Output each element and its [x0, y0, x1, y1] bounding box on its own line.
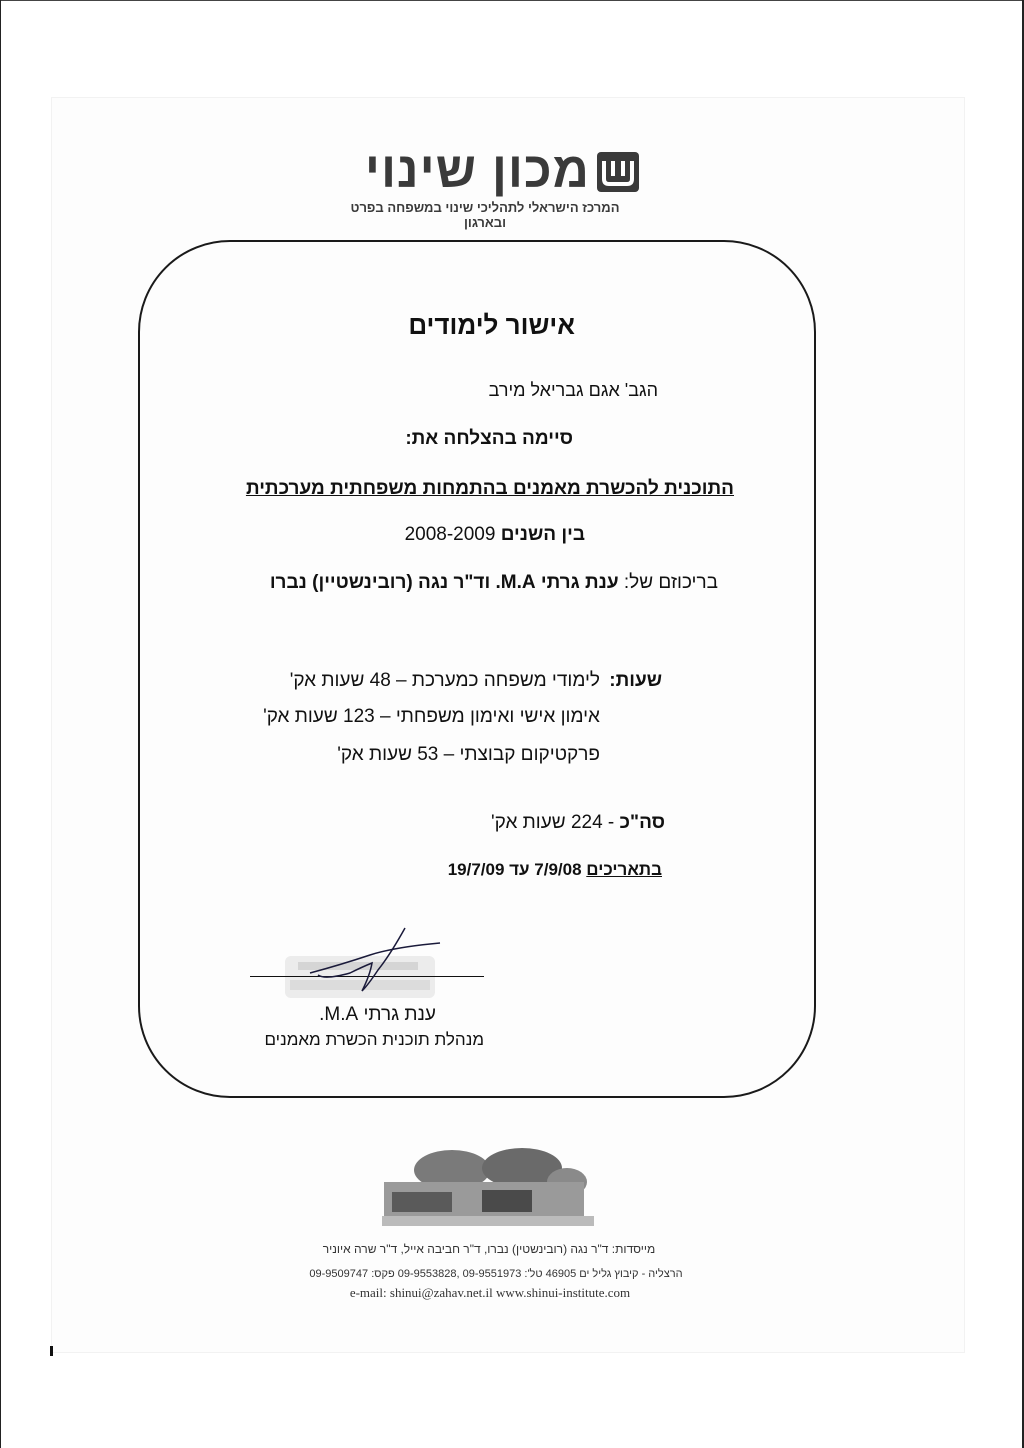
dates-label: בתאריכים	[586, 860, 662, 879]
hours-item: פרקטיקום קבוצתי – 53 שעות אק'	[337, 744, 600, 765]
program-name: התוכנית להכשרת מאמנים בהתמחות משפחתית מערכתית	[245, 478, 734, 499]
founders-line: מייסדות: ד"ר נגה (רובינשטין) נברו, ד"ר חביבה אייל, ד"ר שרה איוניר	[322, 1242, 656, 1256]
building-illustration	[382, 1146, 594, 1228]
coordinators-names: ענת גרתי M.A. וד"ר נגה (רובינשטיין) נברו	[269, 572, 619, 593]
page-border-left	[0, 0, 1, 1448]
recipient-name: הגב' אגם גבריאל מירב	[488, 380, 658, 400]
dates-value: 7/9/08 עד 19/7/09	[447, 860, 582, 879]
contact-line: e-mail: shinui@zahav.net.il www.shinui-institute.com	[349, 1285, 631, 1300]
total-hours	[470, 812, 665, 834]
hours-item: אימון אישי ואימון משפחתי – 123 שעות אק'	[263, 706, 600, 727]
years-value: 2008-2009	[404, 524, 496, 545]
years-label: בין השנים	[500, 524, 585, 545]
coordinators-line	[250, 572, 718, 594]
signer-role: מנהלת תוכנית הכשרת מאמנים	[264, 1030, 484, 1049]
hours-label: שעות:	[609, 670, 662, 691]
hours-item: לימודי משפחה כמערכת – 48 שעות אק'	[289, 670, 600, 691]
program-years	[360, 524, 585, 546]
certificate-frame	[138, 240, 816, 1098]
completed-label: סיימה בהצלחה את:	[405, 428, 573, 449]
address-line: הרצליה - קיבוץ גליל ים 46905 טל': 09-9551973 ,09-9553828 פקס: 09-9509747	[309, 1268, 683, 1280]
coordination-label: בריכוזם של:	[623, 572, 718, 593]
total-label: סה"כ	[619, 812, 665, 833]
institute-logo-icon	[597, 152, 639, 192]
program-dates	[420, 860, 662, 880]
scan-mark	[50, 1346, 53, 1356]
institute-logo-text: מכון שינוי	[364, 142, 590, 198]
institute-subtitle: המרכז הישראלי לתהליכי שינוי במשפחה בפרט ובארגון	[350, 200, 620, 230]
total-value: - 224 שעות אק'	[491, 812, 615, 833]
certificate-title: אישור לימודים	[408, 310, 575, 340]
page-border-top	[0, 0, 1024, 1]
signer-name: ענת גרתי M.A.	[319, 1004, 436, 1025]
handwritten-signature	[300, 925, 445, 995]
